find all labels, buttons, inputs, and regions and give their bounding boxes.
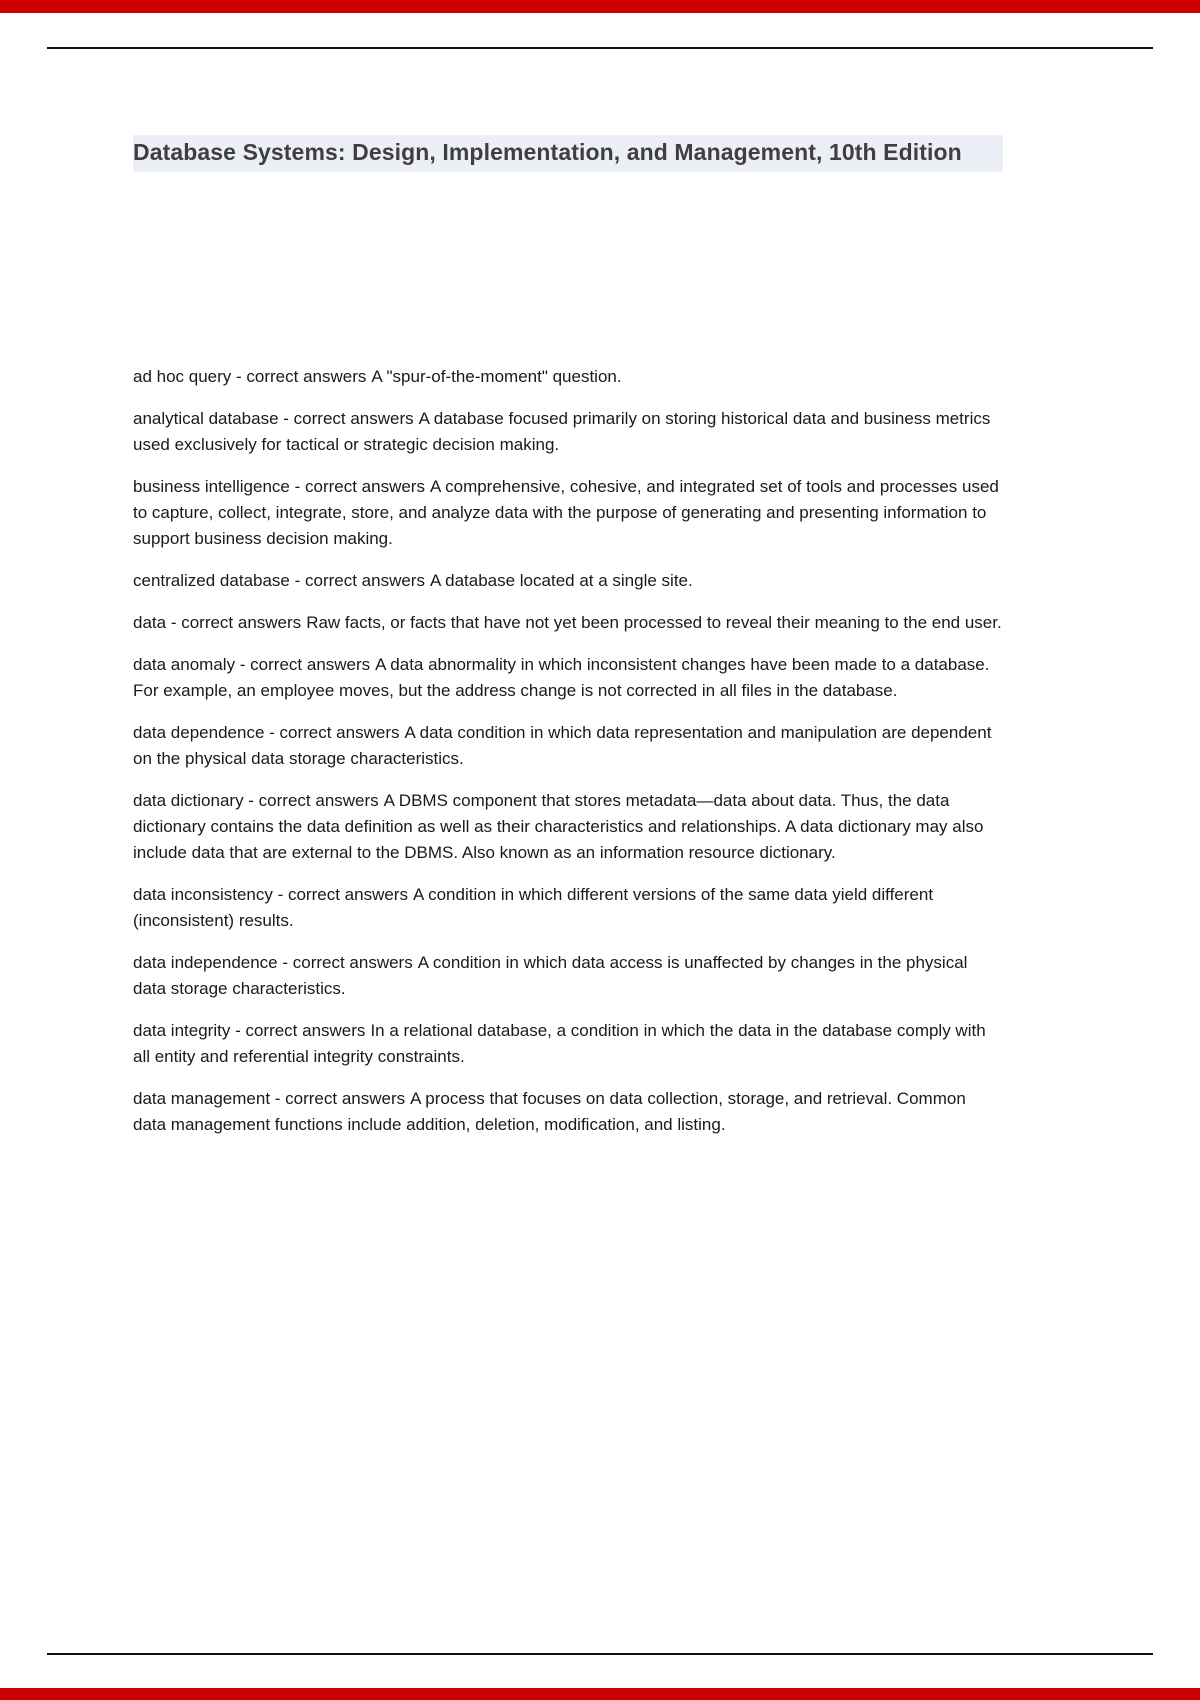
entry-separator: - correct answers <box>294 477 425 497</box>
glossary-entry <box>133 406 1003 458</box>
entry-separator: - correct answers <box>282 953 413 973</box>
entry-term: data dependence <box>133 723 270 743</box>
glossary-entries <box>133 364 1003 1138</box>
bottom-red-bar <box>0 1688 1200 1700</box>
entry-separator: - correct answers <box>274 1089 406 1109</box>
entry-definition: A database focused primarily on storing historical data and business metrics used exclusively for tactical or strategic decision making. <box>133 409 991 455</box>
entry-definition: A condition in which different versions of the same data yield different (inconsistent) results. <box>133 885 934 931</box>
entry-term: centralized database <box>133 571 295 591</box>
entry-separator: - correct answers <box>235 1021 366 1041</box>
glossary-entry <box>133 788 1003 866</box>
entry-definition: A "spur-of-the-moment" question. <box>371 367 622 387</box>
top-border-line <box>47 47 1153 49</box>
entry-definition: In a relational database, a condition in which the data in the database comply with all entity and referential integrity constraints. <box>133 1021 986 1067</box>
entry-definition: A comprehensive, cohesive, and integrated set of tools and processes used to capture, collect, integrate, store, and analyze data with the purpose of generating and presenting information to support business decision making. <box>133 477 999 549</box>
entry-separator: - correct answers <box>248 791 379 811</box>
entry-term: data anomaly <box>133 655 240 675</box>
entry-term: analytical database <box>133 409 284 429</box>
glossary-entry <box>133 568 1003 594</box>
entry-definition: A data condition in which data representation and manipulation are dependent on the physical data storage characteristics. <box>133 723 992 769</box>
entry-term: data inconsistency <box>133 885 278 905</box>
entry-term: data management <box>133 1089 275 1109</box>
entry-term: business intelligence <box>133 477 295 497</box>
glossary-entry <box>133 1086 1003 1138</box>
entry-separator: - correct answers <box>236 367 367 387</box>
bottom-border-line <box>47 1653 1153 1655</box>
entry-definition: Raw facts, or facts that have not yet been processed to reveal their meaning to the end user. <box>306 613 1002 633</box>
glossary-entry <box>133 720 1003 772</box>
glossary-entry <box>133 882 1003 934</box>
entry-separator: - correct answers <box>294 571 425 591</box>
entry-term: data <box>133 613 171 633</box>
entry-term: data independence <box>133 953 283 973</box>
entry-definition: A data abnormality in which inconsistent changes have been made to a database. For example, an employee moves, but the address change is not corrected in all files in the database. <box>133 655 990 701</box>
top-red-bar <box>0 0 1200 13</box>
entry-definition: A process that focuses on data collection, storage, and retrieval. Common data management functions include addition, deletion, modification, and listing. <box>133 1089 966 1135</box>
entry-separator: - correct answers <box>277 885 408 905</box>
entry-separator: - correct answers <box>269 723 400 743</box>
entry-separator: - correct answers <box>239 655 371 675</box>
entry-separator: - correct answers <box>283 409 414 429</box>
page-content <box>133 135 1003 1154</box>
entry-term: data dictionary <box>133 791 249 811</box>
entry-definition: A DBMS component that stores metadata—data about data. Thus, the data dictionary contains the data definition as well as their characteristics and relationships. A data dictionary may also include data that are external to the DBMS. Also known as an information resource dictionary. <box>133 791 984 863</box>
glossary-entry <box>133 652 1003 704</box>
page-title: Database Systems: Design, Implementation, and Management, 10th Edition <box>133 135 1003 172</box>
glossary-entry <box>133 1018 1003 1070</box>
entry-separator: - correct answers <box>170 613 302 633</box>
glossary-entry <box>133 610 1003 636</box>
entry-definition: A database located at a single site. <box>429 571 693 591</box>
entry-term: data integrity <box>133 1021 236 1041</box>
entry-term: ad hoc query <box>133 367 237 387</box>
glossary-entry <box>133 474 1003 552</box>
entry-definition: A condition in which data access is unaffected by changes in the physical data storage characteristics. <box>133 953 968 999</box>
glossary-entry <box>133 364 1003 390</box>
glossary-entry <box>133 950 1003 1002</box>
